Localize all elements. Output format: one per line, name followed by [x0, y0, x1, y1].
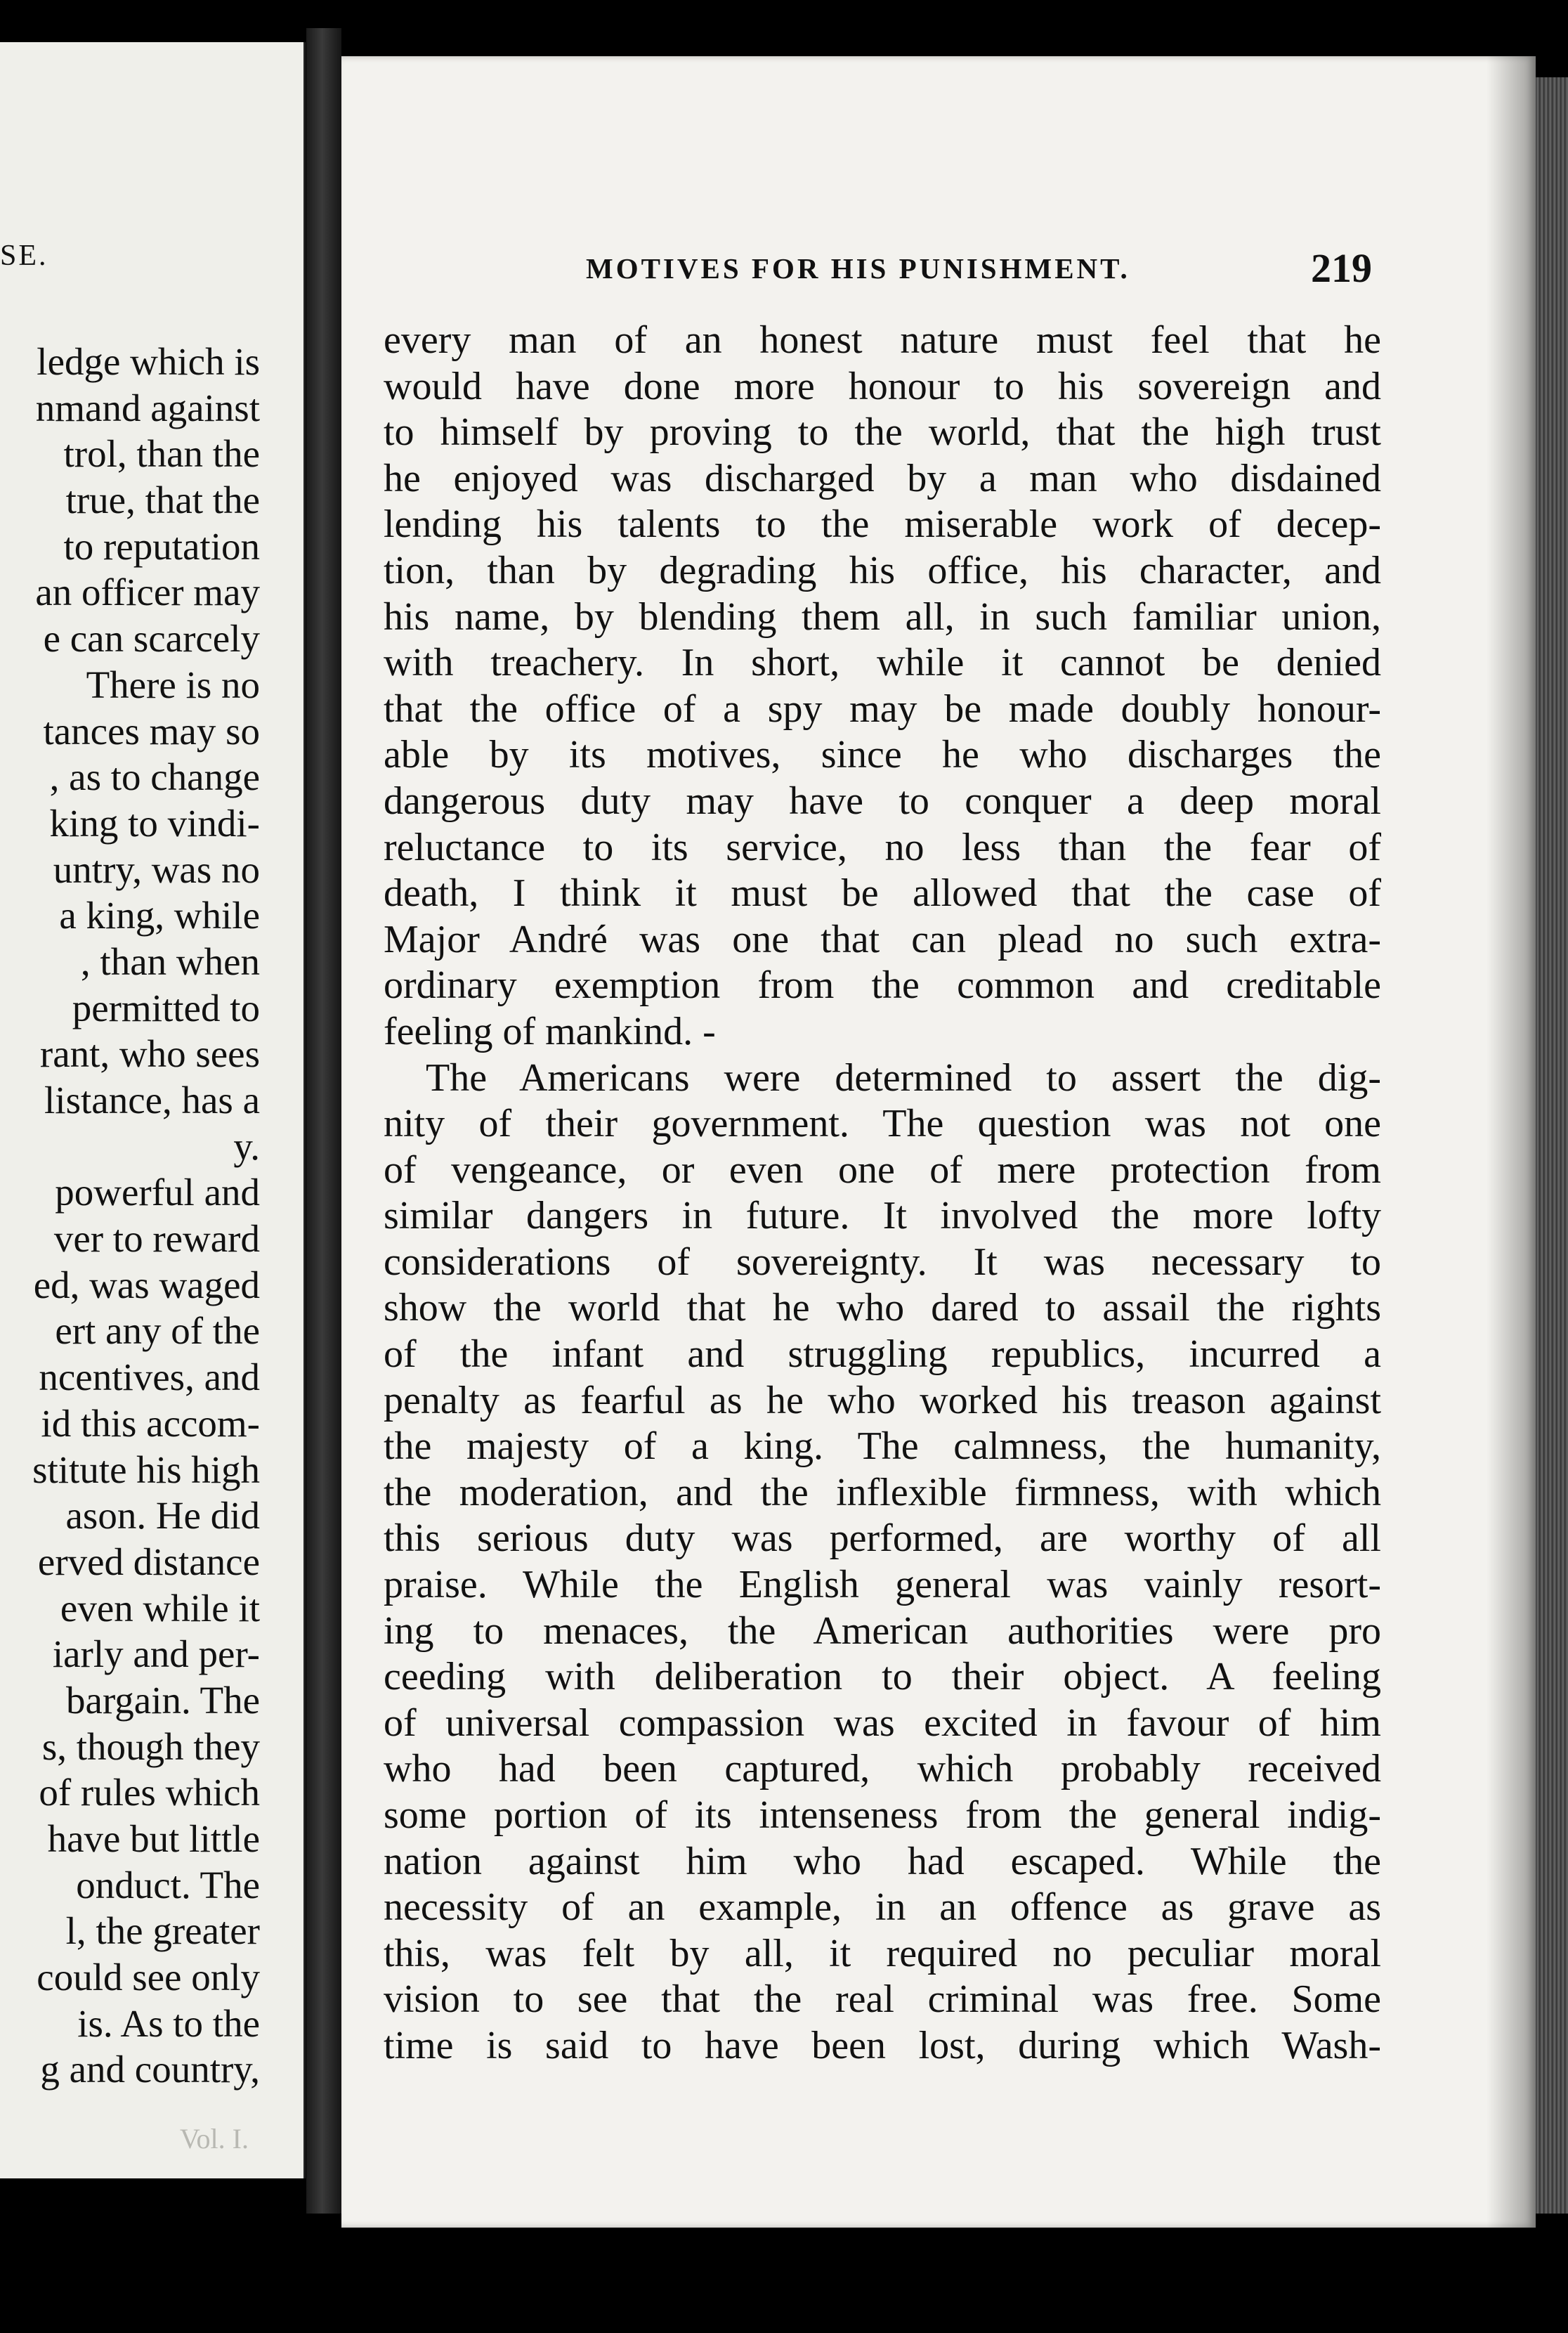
text-line: powerful and — [55, 1171, 260, 1214]
text-line: of universal compassion was excited in favour of him — [384, 1701, 1381, 1745]
text-line: trol, than the — [63, 432, 260, 476]
text-line: s, though they — [41, 1724, 260, 1768]
text-line: listance, has a — [44, 1079, 260, 1122]
text-line: this, was felt by all, it required no peculiar moral — [384, 1931, 1381, 1975]
running-head: MOTIVES FOR HIS PUNISHMENT. — [586, 252, 1130, 285]
text-line: tances may so — [43, 709, 260, 753]
text-line: There is no — [86, 663, 260, 706]
text-line: tion, than by degrading his office, his character, and — [384, 548, 1381, 592]
text-line: show the world that he who dared to assail the rights — [384, 1286, 1381, 1330]
book-gutter — [306, 28, 341, 2214]
text-line: l, the greater — [65, 1909, 260, 1953]
text-line: stitute his high — [32, 1448, 260, 1491]
text-line: true, that the — [65, 479, 260, 522]
text-line: to himself by proving to the world, that the high trust — [384, 410, 1381, 455]
text-line: ed, was waged — [33, 1263, 260, 1306]
text-line: necessity of an example, in an offence as grave as — [384, 1885, 1381, 1930]
text-line: The Americans were determined to assert the dig- — [426, 1055, 1381, 1100]
text-line: to reputation — [63, 524, 260, 568]
text-line: ert any of the — [55, 1309, 260, 1353]
text-line: a king, while — [59, 894, 260, 937]
left-running-head-fragment: SE. — [0, 240, 48, 272]
left-facing-page — [0, 42, 306, 2178]
text-line: reluctance to its service, no less than the fear of — [384, 825, 1381, 869]
text-line: penalty as fearful as he who worked his treason against — [384, 1378, 1381, 1422]
text-line: an officer may — [35, 571, 260, 614]
text-line: ordinary exemption from the common and creditable — [384, 963, 1381, 1008]
text-line: lending his talents to the miserable work of decep- — [384, 502, 1381, 547]
text-line: ason. He did — [65, 1494, 260, 1538]
text-line: nmand against — [35, 386, 260, 429]
text-line: ceeding with deliberation to their object. A feeling — [384, 1655, 1381, 1699]
text-line: able by its motives, since he who discharges the — [384, 733, 1381, 777]
text-line: e can scarcely — [43, 617, 260, 661]
text-line: would have done more honour to his sovereign and — [384, 364, 1381, 408]
text-line: is. As to the — [77, 2001, 260, 2045]
text-line: could see only — [37, 1956, 260, 1999]
text-line: onduct. The — [76, 1863, 260, 1906]
text-line: of rules which — [39, 1771, 260, 1814]
text-line: , than when — [80, 940, 260, 983]
text-line: every man of an honest nature must feel that he — [384, 318, 1381, 362]
text-line: even while it — [60, 1586, 260, 1630]
text-line: that the office of a spy may be made doubly honour- — [384, 687, 1381, 731]
text-line: have but little — [47, 1817, 260, 1860]
text-line: the moderation, and the inflexible firmness, with which — [384, 1470, 1381, 1514]
text-line: ver to reward — [53, 1217, 260, 1261]
page-number: 219 — [1311, 245, 1372, 291]
right-main-page — [341, 56, 1536, 2228]
text-line: considerations of sovereignty. It was necessary to — [384, 1240, 1381, 1284]
text-line: who had been captured, which probably received — [384, 1747, 1381, 1791]
text-line: g and country, — [40, 2048, 260, 2091]
text-line: bargain. The — [66, 1678, 260, 1722]
text-line: time is said to have been lost, during which Wash- — [384, 2023, 1381, 2067]
text-line: the majesty of a king. The calmness, the humanity, — [384, 1424, 1381, 1469]
text-line: his name, by blending them all, in such familiar union, — [384, 594, 1381, 639]
text-line: feeling of mankind. - — [384, 1009, 716, 1053]
left-signature-mark: Vol. I. — [179, 2123, 249, 2155]
left-page-text — [0, 339, 260, 2093]
body-text — [384, 318, 1381, 2069]
text-line: some portion of its intenseness from the general indig- — [384, 1793, 1381, 1837]
text-line: vision to see that the real criminal was free. Some — [384, 1977, 1381, 2022]
text-line: , as to change — [49, 755, 260, 799]
text-line: death, I think it must be allowed that the case of — [384, 871, 1381, 916]
text-line: ncentives, and — [39, 1356, 260, 1399]
text-line: untry, was no — [53, 847, 260, 891]
text-line: of vengeance, or even one of mere protection from — [384, 1148, 1381, 1192]
text-line: id this accom- — [41, 1401, 260, 1445]
text-line: king to vindi- — [49, 801, 260, 845]
text-line: iarly and per- — [52, 1632, 260, 1676]
text-line: permitted to — [72, 986, 260, 1029]
text-line: ledge which is — [37, 340, 260, 383]
text-line: y. — [233, 1124, 260, 1168]
text-line: praise. While the English general was vainly resort- — [384, 1563, 1381, 1607]
text-line: erved distance — [37, 1540, 260, 1583]
text-line: he enjoyed was discharged by a man who disdained — [384, 456, 1381, 500]
text-line: nation against him who had escaped. While the — [384, 1839, 1381, 1883]
book-fore-edge — [1536, 77, 1568, 2214]
text-line: Major André was one that can plead no such extra- — [384, 917, 1381, 961]
text-line: dangerous duty may have to conquer a deep moral — [384, 779, 1381, 823]
text-line: ing to menaces, the American authorities were pro — [384, 1609, 1381, 1653]
page-edge-shadow — [1487, 56, 1536, 2228]
text-line: this serious duty was performed, are worthy of all — [384, 1516, 1381, 1561]
text-line: nity of their government. The question was not one — [384, 1102, 1381, 1146]
text-line: with treachery. In short, while it cannot be denied — [384, 641, 1381, 685]
text-line: rant, who sees — [39, 1032, 260, 1076]
text-line: similar dangers in future. It involved the more lofty — [384, 1194, 1381, 1238]
text-line: of the infant and struggling republics, incurred a — [384, 1332, 1381, 1377]
